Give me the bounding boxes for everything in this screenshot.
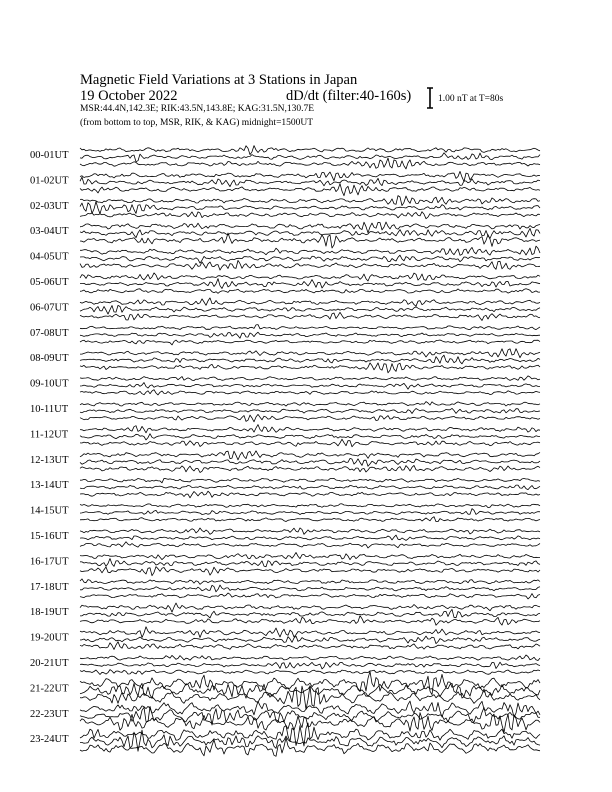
trace-rik (80, 706, 540, 725)
hour-label: 08-09UT (30, 353, 69, 365)
hour-label: 11-12UT (30, 429, 69, 441)
trace-msr (80, 414, 540, 421)
hour-label: 17-18UT (30, 581, 69, 593)
traces (80, 146, 540, 757)
trace-kag (80, 451, 540, 460)
trace-rik (80, 153, 540, 162)
scale-bar-mark (427, 88, 433, 108)
hour-label: 03-04UT (30, 226, 69, 238)
hour-label: 12-13UT (30, 454, 69, 466)
trace-kag (80, 553, 540, 560)
trace-rik (80, 585, 540, 592)
trace-msr (80, 670, 540, 675)
trace-kag (80, 376, 540, 381)
trace-kag (80, 425, 540, 433)
hour-label: 00-01UT (30, 150, 69, 161)
trace-kag (80, 349, 540, 358)
trace-rik (80, 730, 540, 751)
trace-rik (80, 509, 540, 515)
hour-label: 18-19UT (30, 607, 69, 619)
trace-msr (80, 491, 540, 498)
trace-rik (80, 332, 540, 338)
trace-rik (80, 305, 540, 314)
trace-kag (80, 196, 540, 206)
scale-bar (427, 88, 433, 108)
hour-label: 23-24UT (30, 734, 69, 746)
trace-rik (80, 202, 540, 214)
trace-msr (80, 212, 540, 219)
trace-kag (80, 146, 540, 155)
trace-msr (80, 593, 540, 599)
hour-label: 04-05UT (30, 251, 69, 263)
trace-kag (80, 579, 540, 584)
hour-label: 14-15UT (30, 505, 69, 517)
trace-rik (80, 408, 540, 413)
trace-msr (80, 439, 540, 447)
hour-label: 02-03UT (30, 200, 69, 212)
trace-rik (80, 355, 540, 364)
trace-rik (80, 559, 540, 567)
hour-labels (30, 150, 69, 745)
trace-kag (80, 273, 540, 281)
hour-label: 15-16UT (30, 531, 69, 542)
chart-title: Magnetic Field Variations at 3 Stations in Japan (80, 72, 358, 88)
trace-msr (80, 363, 540, 373)
hour-label: 06-07UT (30, 302, 69, 314)
trace-msr (80, 260, 540, 270)
trace-rik (80, 662, 540, 669)
trace-msr (80, 289, 540, 294)
trace-kag (80, 246, 540, 255)
trace-msr (80, 517, 540, 522)
trace-rik (80, 485, 540, 490)
chart-filter: dD/dt (filter:40-160s) (286, 88, 412, 104)
hour-label: 19-20UT (30, 632, 69, 644)
trace-kag (80, 504, 540, 508)
trace-kag (80, 222, 540, 233)
hour-label: 22-23UT (30, 708, 69, 720)
trace-msr (80, 184, 540, 196)
station-coordinates: MSR:44.4N,142.3E; RIK:43.5N,143.8E; KAG:31.5N,130.7E (80, 104, 315, 114)
hour-label: 20-21UT (30, 658, 69, 669)
trace-rik (80, 228, 540, 238)
trace-msr (80, 642, 540, 650)
trace-rik (80, 279, 540, 289)
station-order-note: (from bottom to top, MSR, RIK, & KAG) midnight=1500UT (80, 118, 314, 128)
trace-rik (80, 383, 540, 390)
chart-date: 19 October 2022 (80, 88, 178, 104)
hour-label: 05-06UT (30, 277, 69, 288)
trace-msr (80, 542, 540, 548)
hour-label: 13-14UT (30, 480, 69, 492)
trace-kag (80, 325, 540, 330)
trace-rik (80, 535, 540, 540)
trace-kag (80, 627, 540, 638)
trace-rik (80, 636, 540, 644)
trace-msr (80, 616, 540, 626)
trace-msr (80, 312, 540, 320)
scale-bar-label: 1.00 nT at T=80s (438, 94, 504, 104)
trace-msr (80, 233, 540, 248)
trace-kag (80, 478, 540, 483)
hour-label: 16-17UT (30, 556, 69, 568)
trace-msr (80, 567, 540, 576)
trace-msr (80, 465, 540, 472)
trace-rik (80, 255, 540, 263)
trace-kag (80, 402, 540, 407)
hour-label: 07-08UT (30, 327, 69, 339)
trace-kag (80, 528, 540, 534)
trace-kag (80, 655, 540, 661)
trace-rik (80, 434, 540, 440)
hour-label: 09-10UT (30, 378, 69, 390)
trace-kag (80, 603, 540, 612)
hour-label: 01-02UT (30, 175, 69, 187)
hour-label: 10-11UT (30, 404, 69, 415)
trace-msr (80, 158, 540, 169)
trace-msr (80, 390, 540, 395)
trace-rik (80, 458, 540, 466)
trace-rik (80, 609, 540, 618)
hour-label: 21-22UT (30, 683, 69, 695)
trace-msr (80, 340, 540, 345)
trace-kag (80, 298, 540, 306)
